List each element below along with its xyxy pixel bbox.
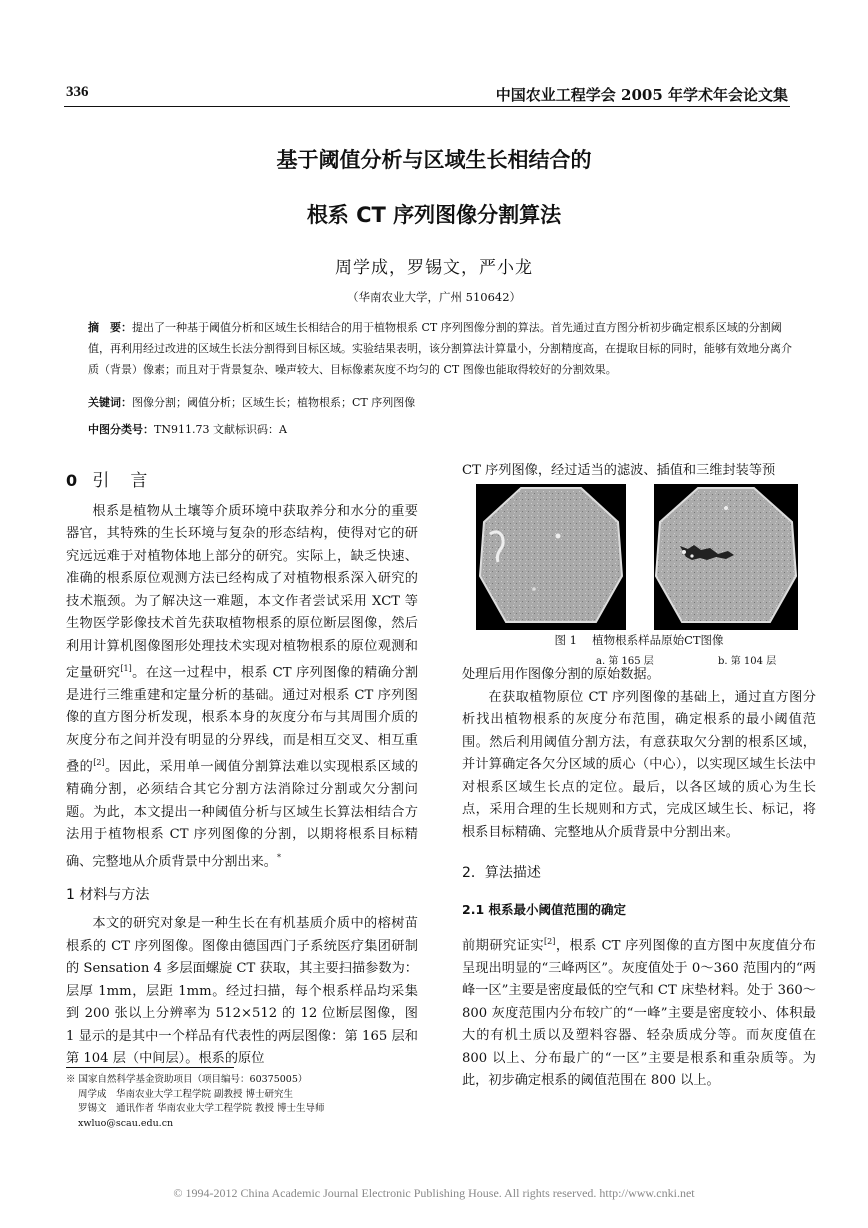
intro-text-a: 根系是植物从土壤等介质环境中获取养分和水分的重要器官，其特殊的生长环境与复杂的形态结构，使得对它的研究远远难于对植物体地上部分的研究。实际上，缺乏快速、准确的根系原位观测方法已经构成了对植物根系深入研究的技术瓶颈。为了解决这一难题，本文作者尝试采用 XCT 等生物医学影像技术首先获取植物根系的原位断层图像，然后利用计算机图像图形处理技术实现对植物根系的原位观测和定量研究 <box>66 503 418 681</box>
ref-2b: [2] <box>544 937 556 946</box>
intro-heading-text: 引 言 <box>92 471 150 491</box>
intro-heading-number: 0 <box>66 471 78 490</box>
footnote-line3: 罗锡文 通讯作者 华南农业大学工程学院 教授 博士生导师 <box>78 1103 325 1115</box>
figure-sub-b: b. 第 104 层 <box>718 656 777 667</box>
abstract-label: 摘 要： <box>88 321 132 334</box>
ref-1: [1] <box>120 664 132 673</box>
right-column-top: CT 序列图像，经过适当的滤波、插值和三维封装等预 <box>462 463 776 478</box>
page-number: 336 <box>66 84 89 100</box>
ref-2: [2] <box>93 758 105 768</box>
intro-text-b: 。在这一过程中，根系 CT 序列图像的精确分割是进行三维重建和定量分析的基础。通过对根系 CT 序列图像的直方图分析发现，根系本身的灰度分布与其周围介质的灰度分布之间并没有明显的分界线，而是相互交叉、相互重叠的 <box>66 665 419 775</box>
keywords <box>88 394 415 410</box>
right-paragraph-0b: 处理后用作图像分割的原始数据。 <box>462 667 660 682</box>
authors: 周学成，罗锡文，严小龙 <box>335 258 533 278</box>
paper-title-line2: 根系 CT 序列图像分割算法 <box>306 203 562 227</box>
footnote-rule <box>66 1067 234 1068</box>
right-paragraph-1: 在获取植物原位 CT 序列图像的基础上，通过直方图分析找出植物根系的灰度分布范围，确定根系的最小阈值范围。然后利用阈值分割方法，有意获取欠分割的根系区域，并计算确定各欠分区域的质心（中心），以实现区域生长法中对根系区域生长点的定位。最后，以各区域的质心为生长点，采用合理的生长规则和方式，完成区域生长、标记，将根系目标精确、完整地从介质背景中分割出来。 <box>462 689 816 840</box>
keywords-text: 图像分割；阈值分析；区域生长；植物根系；CT 序列图像 <box>132 396 416 409</box>
clc-label: 中图分类号： <box>88 423 154 436</box>
footnote-email: xwluo@scau.edu.cn <box>78 1117 174 1129</box>
classification <box>88 421 287 437</box>
left-column <box>66 470 418 1071</box>
affiliation: （华南农业大学，广州 510642） <box>346 290 522 304</box>
copyright-footer: © 1994-2012 China Academic Journal Electronic Publishing House. All rights reserved. http://www.cnki.net <box>173 1186 695 1200</box>
footnote-marker: * <box>277 852 281 862</box>
s21-text-a: 前期研究证实 <box>462 938 545 954</box>
section21-heading: 2.1 根系最小阈值范围的确定 <box>462 901 626 917</box>
right-column-body <box>462 664 816 1093</box>
header-rule <box>64 106 790 107</box>
intro-paragraph <box>66 501 418 874</box>
paper-title-line1: 基于阈值分析与区域生长相结合的 <box>276 148 592 172</box>
ct-image-layer-104 <box>654 484 798 630</box>
section1-heading: 1 材料与方法 <box>66 886 150 903</box>
figure-sub-a: a. 第 165 层 <box>596 656 654 667</box>
keywords-label: 关键词： <box>88 396 132 409</box>
journal-header: 中国农业工程学会 2005 年学术年会论文集 <box>495 86 788 104</box>
s21-text-b: ，根系 CT 序列图像的直方图中灰度值分布呈现出明显的“三峰两区”。灰度值处于 0～360 范围内的“两峰一区”主要是密度最低的空气和 CT 床垫材料。处于 360～800 灰度范围内分布较广的“一峰”主要是密度较小、体积最大的有机土质以及塑料容器、轻杂质成分等。而灰度值在 800 以上、分布最广的“一区”主要是根系和重杂质等。为此，初步确定根系的阈值范围在 800 以上。 <box>462 938 816 1089</box>
abstract-text: 提出了一种基于阈值分析和区域生长相结合的用于植物根系 CT 序列图像分割的算法。首先通过直方图分析初步确定根系区域的分割阈值，再利用经过改进的区域生长法分割得到目标区域。实验结果表明，该分割算法计算量小，分割精度高，在提取目标的同时，能够有效地分离介质（背景）像素；而且对于背景复杂、噪声较大、目标像素灰度不均匀的 CT 图像也能取得较好的分割效果。 <box>88 321 792 376</box>
section1-paragraph: 本文的研究对象是一种生长在有机基质介质中的榕树苗根系的 CT 序列图像。图像由德国西门子系统医疗集团研制的 Sensation 4 多层面螺旋 CT 获取，其主要扫描参数为：层厚 1mm，层距 1mm。经过扫描，每个根系样品均采集到 200 张以上分辨率为 512×512 的 12 位断层图像，图 1 显示的是其中一个样品有代表性的两层图像：第 165 层和第 104 层（中间层）。根系的原位 <box>66 916 418 1067</box>
section2-heading: 2．算法描述 <box>462 865 541 881</box>
intro-text-c: 。因此，采用单一阈值分割算法难以实现根系区域的精确分割，必须结合其它分割方法消除过分割或欠分割问题。为此，本文提出一种阈值分析与区域生长算法相结合方法用于植物根系 CT 序列图像的分割，以期将根系目标精确、完整地从介质背景中分割出来。 <box>66 759 419 870</box>
footnote <box>66 1073 426 1131</box>
clc-text: TN911.73 文献标识码：A <box>154 423 287 436</box>
ct-image-layer-165 <box>476 484 626 630</box>
footnote-line2: 周学成 华南农业大学工程学院 副教授 博士研究生 <box>78 1088 294 1100</box>
intro-heading <box>66 470 418 493</box>
figure-caption: 图 1 植物根系样品原始CT图像 <box>554 633 724 647</box>
section21-paragraph <box>462 931 816 1093</box>
abstract <box>88 317 792 380</box>
footnote-line1: ※ 国家自然科学基金资助项目（项目编号：60375005） <box>66 1074 308 1085</box>
